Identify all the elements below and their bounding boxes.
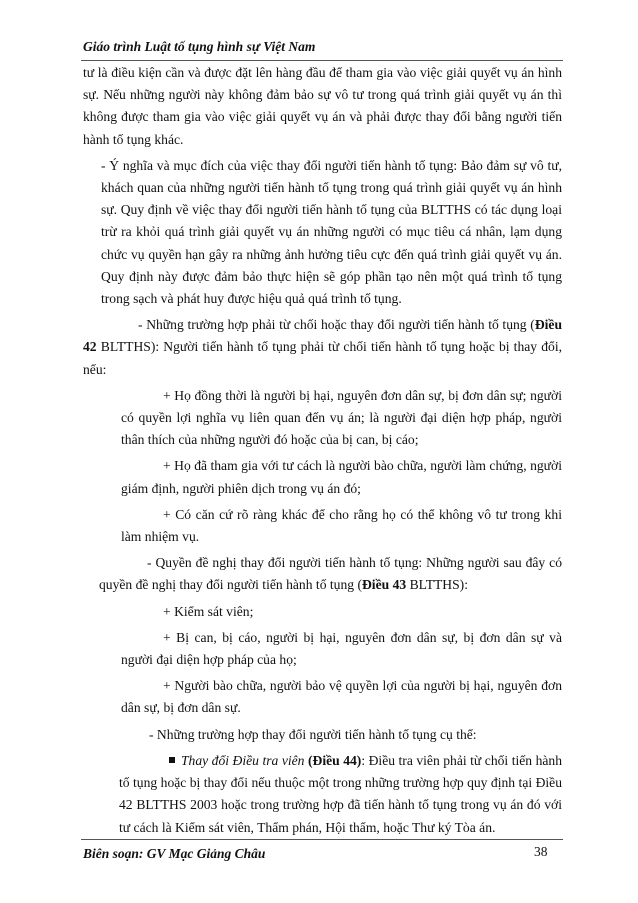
- article-44-ref: (Điều 44): [304, 752, 362, 768]
- running-header: Giáo trình Luật tố tụng hình sự Việt Nam: [83, 39, 316, 54]
- list-item-plus-2: + Họ đã tham gia với tư cách là người bào chữa, người làm chứng, người giám định, người phiên dịch trong vụ án đó;: [121, 458, 562, 496]
- page-body: [83, 62, 562, 839]
- list-item-procurator: + Kiểm sát viên;: [163, 603, 254, 619]
- paragraph-investigator: Thay đổi Điều tra viên (Điều 44): Điều tra viên phải từ chối tiến hành tố tụng hoặc bị thay đổi nếu thuộc một trong những trường hợp quy định tại Điều 42 BLTTHS 2003 hoặc trong trường hợp đã tiến hành tố tụng trong vụ án đó với tư cách là Kiểm sát viên, Thẩm phán, Hội thẩm, hoặc Thư ký Tòa án.: [119, 752, 563, 835]
- article-42-ref: Điều 42: [83, 317, 562, 355]
- list-item-plus-3: + Có căn cứ rõ ràng khác để cho rằng họ có thể không vô tư trong khi làm nhiệm vụ.: [121, 506, 562, 545]
- square-bullet-icon: [169, 757, 175, 763]
- header-rule: [81, 60, 563, 61]
- investigator-heading: Thay đổi Điều tra viên: [181, 752, 305, 768]
- paragraph-continuation: tư là điều kiện cần và được đặt lên hàng đầu để tham gia vào việc giải quyết vụ án hình sự. Nếu những người này không đảm bảo sự vô tư trong quá trình giải quyết vụ án thì không được tham gia vào việc giải quyết vụ án và phải được thay đổi bằng người tiến hành tố tụng khác.: [83, 65, 562, 147]
- footer-rule: [81, 839, 563, 840]
- footer-author: Biên soạn: GV Mạc Giảng Châu: [83, 846, 266, 861]
- article-43-ref: Điều 43: [361, 577, 407, 593]
- paragraph-refusal-cases: - Những trường hợp phải từ chối hoặc thay đổi người tiến hành tố tụng (Điều 42 BLTTHS): Người tiến hành tố tụng phải từ chối tiến hành tố tụng hoặc bị thay đổi, nếu:: [83, 317, 562, 377]
- list-item-defender: + Người bào chữa, người bảo vệ quyền lợi của người bị hại, nguyên đơn dân sự, bị đơn dân sự.: [121, 678, 562, 716]
- paragraph-purpose: - Ý nghĩa và mục đích của việc thay đổi người tiến hành tố tụng: Bảo đảm sự vô tư, khách quan của những người tiến hành tố tụng trong quá trình giải quyết vụ án hình sự. Quy định về việc thay đổi người tiến hành tố tụng của BLTTHS có tác dụng loại trừ ra khỏi quá trình giải quyết vụ án những người có mục tiêu cá nhân, lạm dụng chức vụ quyền hạn gây ra những ảnh hưởng tiêu cực đến quá trình giải quyết vụ án. Quy định này được đảm bảo thực hiện sẽ góp phần tạo nên một quá trình tố tụng trong sạch và phát huy được hiệu quả quá trình tố tụng.: [101, 157, 562, 307]
- list-item-accused: + Bị can, bị cáo, người bị hại, nguyên đơn dân sự, bị đơn dân sự và người đại diện hợp pháp của họ;: [121, 629, 562, 668]
- paragraph-specific-cases: - Những trường hợp thay đổi người tiến hành tố tụng cụ thể:: [149, 726, 477, 742]
- page-number: 38: [534, 844, 548, 859]
- list-item-plus-1: + Họ đồng thời là người bị hại, nguyên đơn dân sự, bị đơn dân sự; người có quyền lợi nghĩa vụ liên quan đến vụ án; là người đại diện hợp pháp, người thân thích của những người đó hoặc của bị can, bị cáo;: [121, 387, 562, 448]
- paragraph-right-to-request: - Quyền đề nghị thay đổi người tiến hành tố tụng: Những người sau đây có quyền đề nghị thay đổi người tiến hành tố tụng (Điều 43 BLTTHS):: [99, 555, 562, 593]
